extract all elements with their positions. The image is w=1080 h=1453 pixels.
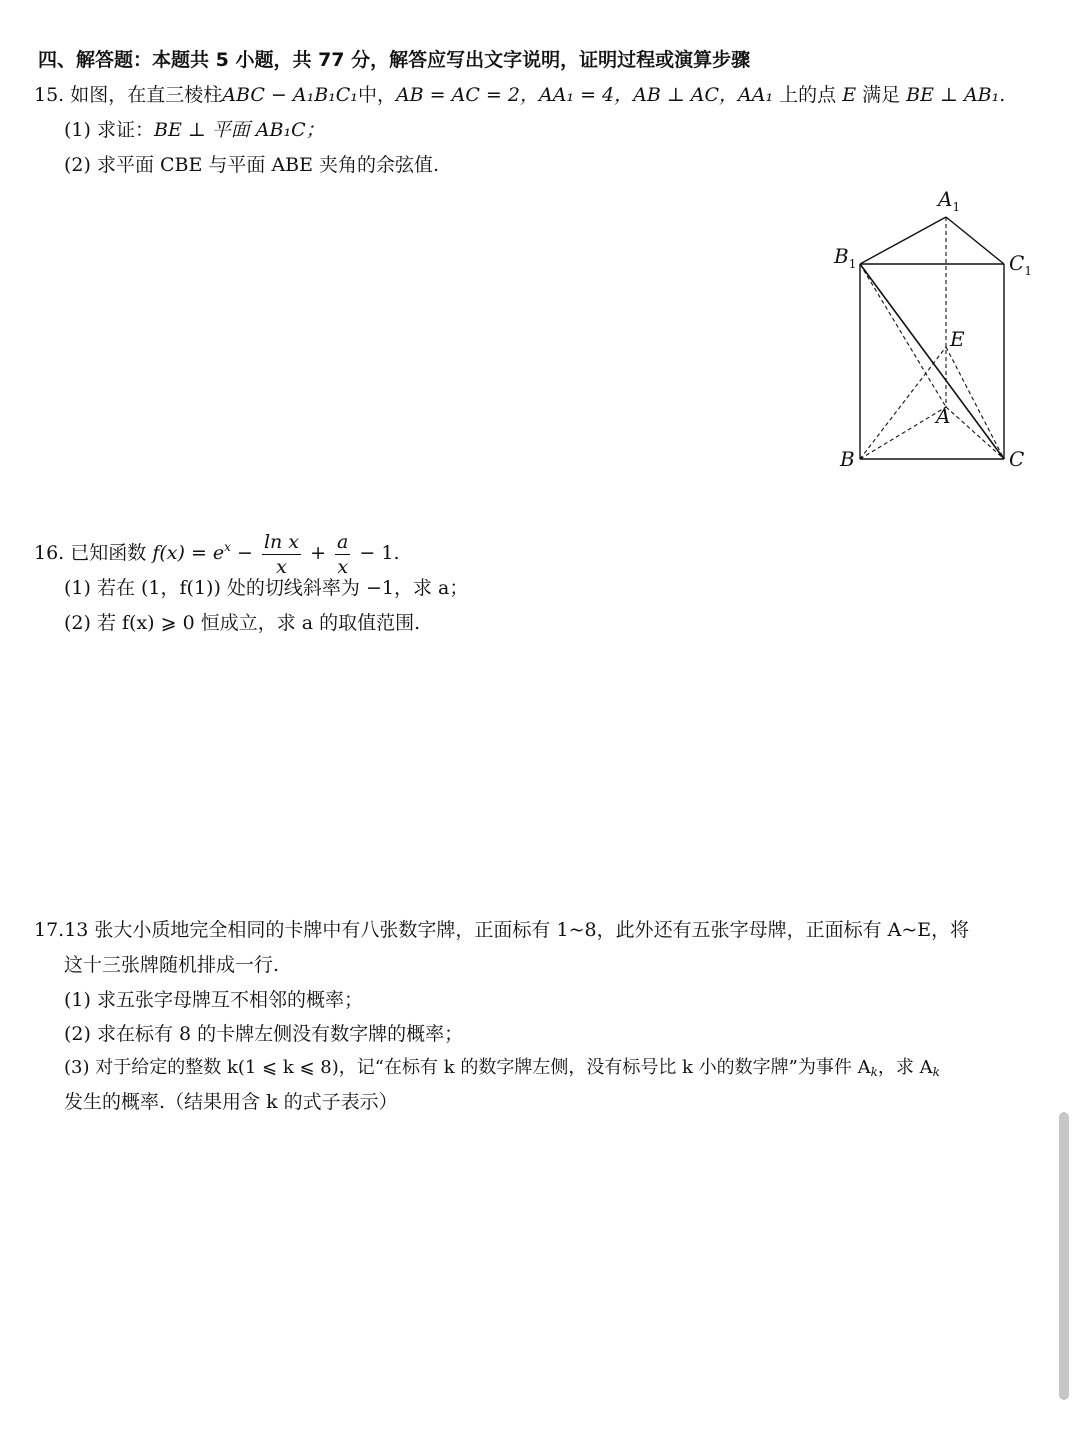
q17-part3-label: (3) bbox=[64, 1057, 90, 1078]
q15-stem bbox=[34, 83, 1005, 107]
edge-B-E bbox=[860, 347, 946, 459]
q17-part3-sub1: k bbox=[870, 1065, 878, 1079]
q15-given-c: 满足 bbox=[862, 84, 901, 106]
q15-part2-text: 求平面 CBE 与平面 ABE 夹角的余弦值. bbox=[96, 154, 440, 176]
q17-part3-text: 对于给定的整数 k(1 ⩽ k ⩽ 8)，记“在标有 k 的数字牌左侧，没有标号比 k 小的数字牌”为事件 A bbox=[95, 1057, 871, 1078]
q16-f-lhs: f(x) = e bbox=[152, 542, 225, 564]
q16-frac1-numerator: ln x bbox=[263, 530, 300, 553]
q16-part2-text: 若 f(x) ⩾ 0 恒成立，求 a 的取值范围. bbox=[96, 612, 421, 634]
q15-part1-text: 求证： bbox=[96, 119, 154, 141]
q16-exponent: x bbox=[224, 540, 231, 554]
q17-part2 bbox=[64, 1022, 463, 1046]
q16-fraction-a-over-x bbox=[335, 530, 350, 579]
q15-given-a: AB = AC = 2，AA₁ = 4，AB ⊥ AC，AA₁ bbox=[395, 84, 774, 106]
label-B1: $B_1$ bbox=[834, 244, 857, 271]
q16-part1 bbox=[64, 576, 468, 600]
q17-stem-line1 bbox=[34, 918, 969, 942]
q17-part1 bbox=[64, 988, 363, 1012]
q15-number: 15. bbox=[34, 84, 65, 106]
q17-part3-sub2: k bbox=[932, 1065, 940, 1079]
q16-part1-label: (1) bbox=[64, 577, 91, 599]
q15-part1-math: BE ⊥ 平面 AB₁C； bbox=[153, 119, 325, 141]
edge-B-A bbox=[860, 407, 946, 459]
q15-part1-label: (1) bbox=[64, 119, 91, 141]
q16-minus: − bbox=[236, 542, 253, 564]
q17-stem-line2: 这十三张牌随机排成一行. bbox=[64, 954, 280, 976]
label-A: A bbox=[936, 404, 951, 428]
label-C1: $C_1$ bbox=[1009, 251, 1032, 278]
q15-prism-name: ABC − A₁B₁C₁ bbox=[222, 84, 358, 106]
q16-part1-text: 若在 (1，f(1)) 处的切线斜率为 −1，求 a； bbox=[96, 577, 469, 599]
q17-part3-line2: 发生的概率.（结果用含 k 的式子表示） bbox=[64, 1091, 398, 1113]
q16-frac1-denominator: x bbox=[276, 555, 287, 578]
q17-part2-text: 求在标有 8 的卡牌左侧没有数字牌的概率； bbox=[96, 1023, 464, 1045]
prism-diagram bbox=[826, 182, 1046, 478]
q16-number: 16. bbox=[34, 542, 65, 564]
section-title: 四、解答题：本题共 5 小题，共 77 分，解答应写出文字说明，证明过程或演算步骤 bbox=[38, 49, 751, 71]
q16-frac2-numerator: a bbox=[337, 530, 349, 553]
q15-given-b: 上的点 bbox=[779, 84, 837, 106]
q15-part2-label: (2) bbox=[64, 154, 91, 176]
q15-point: E bbox=[842, 84, 857, 106]
q16-part2-label: (2) bbox=[64, 612, 91, 634]
label-A1: $A_1$ bbox=[938, 187, 961, 214]
q16-stem bbox=[34, 519, 400, 581]
edge-B1-C bbox=[860, 264, 1004, 459]
label-E: E bbox=[950, 327, 965, 351]
label-B: B bbox=[840, 447, 855, 471]
edge-A1-C1 bbox=[946, 217, 1004, 264]
q17-part3 bbox=[64, 1056, 940, 1084]
vertical-scrollbar[interactable] bbox=[1059, 1112, 1069, 1400]
q16-frac2-denominator: x bbox=[337, 555, 349, 578]
q17-part1-label: (1) bbox=[64, 989, 91, 1011]
q16-tail: − 1. bbox=[359, 542, 400, 564]
edge-E-C bbox=[946, 347, 1004, 459]
q15-intro-b: 中， bbox=[357, 84, 396, 106]
q17-part1-text: 求五张字母牌互不相邻的概率； bbox=[96, 989, 363, 1011]
q15-intro-a: 如图，在直三棱柱 bbox=[70, 84, 223, 106]
q16-part2 bbox=[64, 611, 420, 635]
edge-A-C bbox=[946, 407, 1004, 459]
prism-figure bbox=[826, 182, 1046, 478]
q17-number: 17. bbox=[34, 919, 65, 941]
q17-part2-label: (2) bbox=[64, 1023, 91, 1045]
edge-B1-A1 bbox=[860, 217, 946, 264]
q16-lead: 已知函数 bbox=[70, 542, 147, 564]
edge-B1-A bbox=[860, 264, 946, 407]
q16-plus: + bbox=[310, 542, 326, 564]
q15-part1 bbox=[64, 118, 325, 142]
q15-condition: BE ⊥ AB₁. bbox=[906, 84, 1006, 106]
label-C: C bbox=[1009, 447, 1025, 471]
q17-line1: 13 张大小质地完全相同的卡牌中有八张数字牌，正面标有 1~8，此外还有五张字母牌，正面标有 A~E，将 bbox=[64, 919, 970, 941]
q15-part2 bbox=[64, 153, 439, 177]
q17-part3-text-b: ，求 A bbox=[877, 1057, 933, 1078]
q16-fraction-lnx-over-x bbox=[262, 530, 301, 579]
